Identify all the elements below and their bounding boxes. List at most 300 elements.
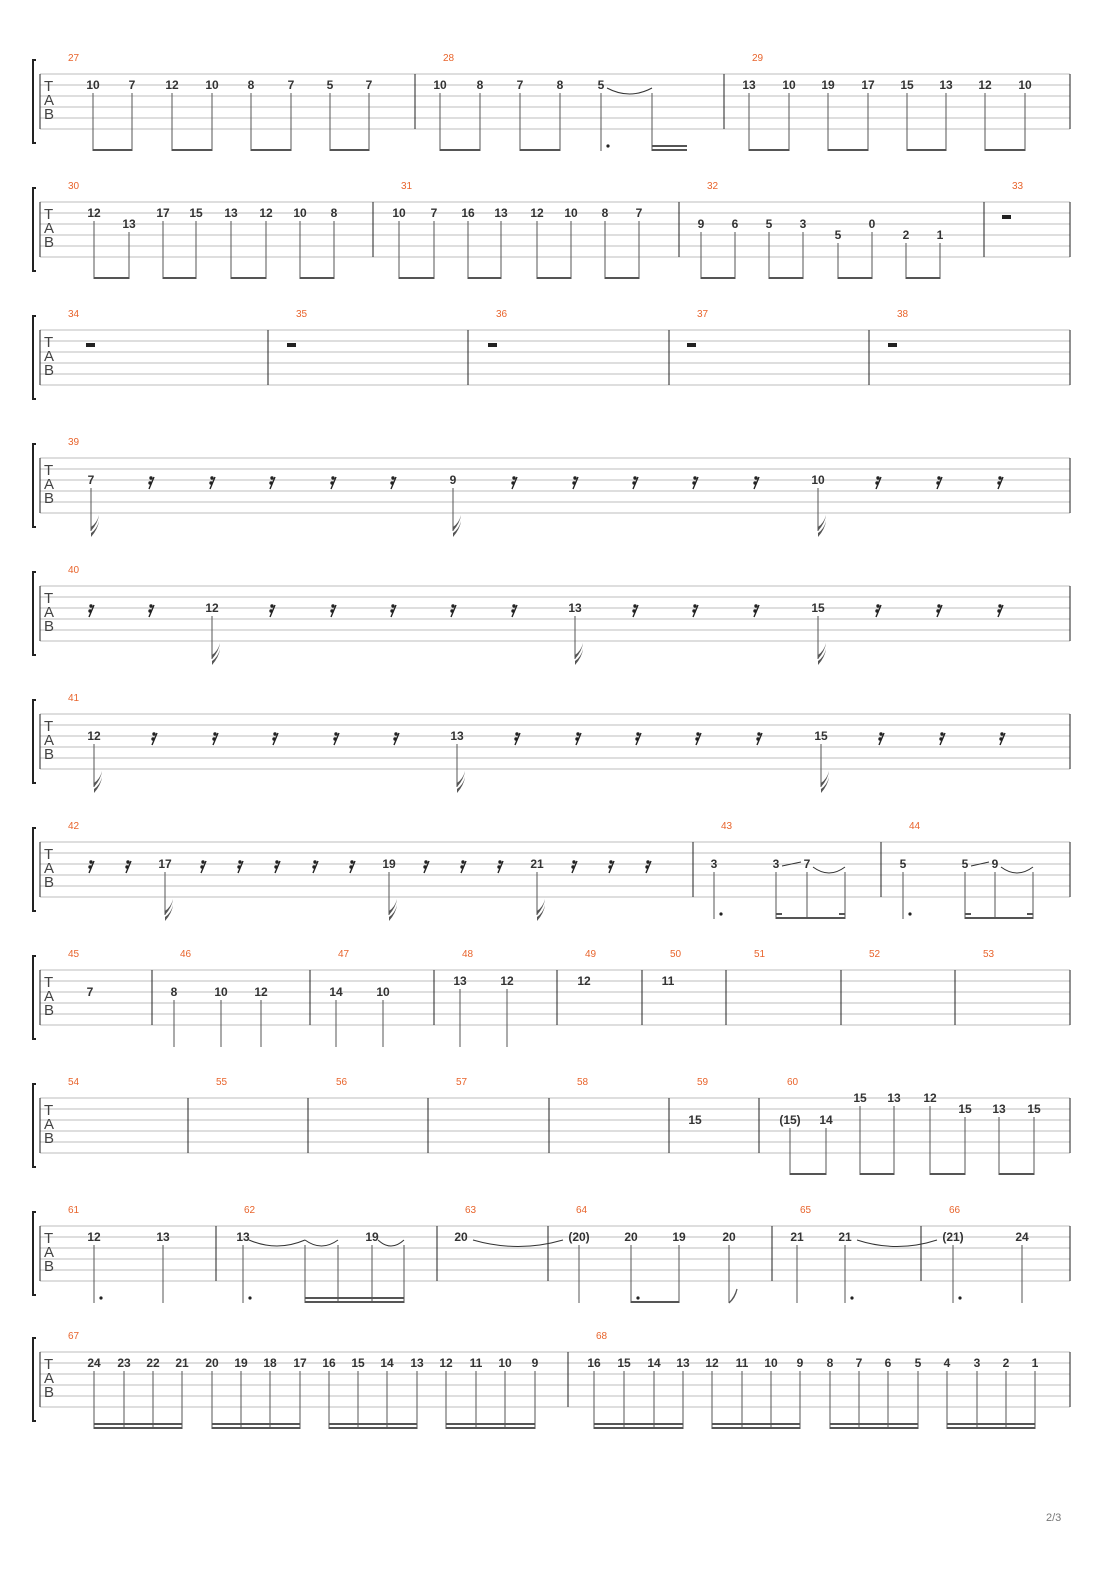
note-flag xyxy=(94,771,102,787)
tab-clef-letter: A xyxy=(44,1370,55,1387)
rest-dot xyxy=(152,732,155,735)
rest-dot xyxy=(210,476,213,479)
tab-clef-letter: B xyxy=(44,1384,55,1401)
rest-dot xyxy=(88,865,91,868)
fret-number: 11 xyxy=(469,1356,483,1370)
fret-number: 3 xyxy=(710,857,718,871)
fret-number: 11 xyxy=(735,1356,749,1370)
fret-number: 10 xyxy=(811,473,825,487)
rest-dot xyxy=(997,481,1000,484)
fret-number: 15 xyxy=(688,1113,702,1127)
beam xyxy=(701,277,735,279)
tab-clef-letter: T xyxy=(44,462,54,479)
fret-number: 24 xyxy=(1015,1230,1029,1244)
fret-number: 15 xyxy=(1027,1102,1041,1116)
rest-dot xyxy=(636,732,639,735)
measure-number: 62 xyxy=(244,1205,256,1216)
fret-number: 19 xyxy=(821,78,835,92)
rest-dot xyxy=(272,737,275,740)
tab-system xyxy=(33,53,1070,151)
measure-number: 58 xyxy=(577,1077,589,1088)
fret-number: 19 xyxy=(672,1230,686,1244)
rest-dot xyxy=(696,732,699,735)
fret-number: 21 xyxy=(838,1230,852,1244)
rest-dot xyxy=(126,860,129,863)
beam xyxy=(594,1423,683,1425)
rest-dot xyxy=(148,609,151,612)
beam xyxy=(399,277,434,279)
tie xyxy=(249,1240,305,1246)
rest-dot xyxy=(692,481,695,484)
system-bracket xyxy=(33,316,36,399)
beam xyxy=(828,149,868,151)
fret-number: 16 xyxy=(461,206,475,220)
rest-dot xyxy=(498,860,501,863)
rest-dot xyxy=(461,860,464,863)
rest-dot xyxy=(609,860,612,863)
system-bracket xyxy=(33,1212,36,1295)
fret-number: 15 xyxy=(814,729,828,743)
system-bracket xyxy=(33,828,36,911)
fret-number: 1 xyxy=(936,228,944,242)
fret-number: 15 xyxy=(900,78,914,92)
rest-dot xyxy=(936,481,939,484)
rest-dot xyxy=(999,737,1002,740)
fret-number: 15 xyxy=(958,1102,972,1116)
beam xyxy=(300,277,334,279)
fret-number: 2 xyxy=(902,228,910,242)
half-rest xyxy=(488,343,497,347)
rest-dot xyxy=(757,732,760,735)
fret-number: 13 xyxy=(939,78,953,92)
beam xyxy=(947,1423,1035,1425)
fret-number: 7 xyxy=(365,78,373,92)
rest-dot xyxy=(450,609,453,612)
tab-clef-letter: T xyxy=(44,974,54,991)
rest-dot xyxy=(633,604,636,607)
fret-number: 15 xyxy=(617,1356,631,1370)
note-flag xyxy=(165,899,173,915)
fret-number: 14 xyxy=(647,1356,661,1370)
system-bracket xyxy=(33,700,36,783)
fret-number: 17 xyxy=(156,206,170,220)
fret-number: 5 xyxy=(597,78,605,92)
rest-dot xyxy=(312,865,315,868)
rest-dot xyxy=(939,737,942,740)
rest-dot xyxy=(936,609,939,612)
fret-number: 17 xyxy=(158,857,172,871)
beam xyxy=(790,1173,826,1175)
rest-dot xyxy=(460,865,463,868)
fret-number: 19 xyxy=(234,1356,248,1370)
beam xyxy=(652,149,687,151)
rest-dot xyxy=(937,604,940,607)
fret-number: 10 xyxy=(392,206,406,220)
tab-system xyxy=(33,1205,1070,1303)
fret-number: 15 xyxy=(351,1356,365,1370)
beam xyxy=(712,1423,800,1425)
tab-clef-letter: T xyxy=(44,78,54,95)
measure-number: 52 xyxy=(869,949,881,960)
rest-dot xyxy=(269,481,272,484)
beam xyxy=(594,1427,683,1429)
tab-clef-letter: A xyxy=(44,732,55,749)
tab-clef-letter: T xyxy=(44,334,54,351)
beam xyxy=(537,277,571,279)
rest-dot xyxy=(451,604,454,607)
fret-number: 13 xyxy=(676,1356,690,1370)
rest-dot xyxy=(273,732,276,735)
fret-number: 7 xyxy=(287,78,295,92)
rest-dot xyxy=(391,476,394,479)
fret-number: 7 xyxy=(635,206,643,220)
fret-number: 14 xyxy=(380,1356,394,1370)
tab-clef-letter: T xyxy=(44,590,54,607)
fret-number: 5 xyxy=(765,217,773,231)
fret-number: 18 xyxy=(263,1356,277,1370)
measure-number: 56 xyxy=(336,1077,348,1088)
system-bracket xyxy=(33,572,36,655)
beam xyxy=(172,149,212,151)
measure-number: 59 xyxy=(697,1077,709,1088)
beam xyxy=(305,1301,404,1303)
beam xyxy=(94,1427,182,1429)
rest-dot xyxy=(313,860,316,863)
beam xyxy=(440,149,480,151)
note-flag xyxy=(818,643,826,659)
fret-number: 5 xyxy=(914,1356,922,1370)
rest-dot xyxy=(876,604,879,607)
note-flag xyxy=(537,899,545,915)
fret-number: 10 xyxy=(293,206,307,220)
measure-number: 63 xyxy=(465,1205,477,1216)
tab-clef-letter: T xyxy=(44,206,54,223)
note-flag xyxy=(818,515,826,531)
tie xyxy=(305,1240,338,1246)
fret-number: 10 xyxy=(498,1356,512,1370)
rest-dot xyxy=(148,481,151,484)
fret-number: 10 xyxy=(1018,78,1032,92)
fret-number: 5 xyxy=(326,78,334,92)
measure-number: 64 xyxy=(576,1205,588,1216)
rest-dot xyxy=(238,860,241,863)
system-bracket xyxy=(33,1338,36,1421)
dot xyxy=(850,1296,853,1299)
rest-dot xyxy=(394,732,397,735)
fret-number: 9 xyxy=(449,473,457,487)
beam xyxy=(830,1423,918,1425)
rest-dot xyxy=(274,865,277,868)
rest-dot xyxy=(998,476,1001,479)
rest-dot xyxy=(200,865,203,868)
measure-number: 33 xyxy=(1012,181,1024,192)
measure-number: 39 xyxy=(68,437,80,448)
rest-dot xyxy=(511,609,514,612)
fret-number: 6 xyxy=(731,217,739,231)
beam xyxy=(906,277,940,279)
beam xyxy=(94,277,129,279)
beam xyxy=(749,149,789,151)
rest-dot xyxy=(632,609,635,612)
fret-number: 5 xyxy=(834,228,842,242)
tab-clef-letter: A xyxy=(44,604,55,621)
fret-number: 9 xyxy=(796,1356,804,1370)
rest-dot xyxy=(275,860,278,863)
fret-number: 12 xyxy=(530,206,544,220)
fret-number: 13 xyxy=(236,1230,250,1244)
tab-clef-letter: A xyxy=(44,92,55,109)
measure-number: 32 xyxy=(707,181,719,192)
fret-number: 19 xyxy=(382,857,396,871)
fret-number: 13 xyxy=(224,206,238,220)
measure-number: 45 xyxy=(68,949,80,960)
fret-number: 13 xyxy=(742,78,756,92)
fret-number: (15) xyxy=(779,1113,801,1127)
tab-clef-letter: A xyxy=(44,860,55,877)
rest-dot xyxy=(632,481,635,484)
half-rest xyxy=(687,343,696,347)
measure-number: 29 xyxy=(752,53,764,64)
measure-number: 54 xyxy=(68,1077,80,1088)
rest-dot xyxy=(753,481,756,484)
dot xyxy=(636,1296,639,1299)
tab-system xyxy=(33,1077,1070,1175)
measure-number: 30 xyxy=(68,181,80,192)
beam-hook xyxy=(776,913,782,915)
measure-number: 67 xyxy=(68,1331,80,1342)
fret-number: 8 xyxy=(476,78,484,92)
note-flag xyxy=(91,515,99,531)
tab-clef-letter: B xyxy=(44,1258,55,1275)
rest-dot xyxy=(149,604,152,607)
fret-number: 12 xyxy=(165,78,179,92)
measure-number: 37 xyxy=(697,309,709,320)
fret-number: 12 xyxy=(923,1091,937,1105)
rest-dot xyxy=(754,604,757,607)
tab-clef-letter: T xyxy=(44,1102,54,1119)
fret-number: 8 xyxy=(330,206,338,220)
fret-number: 13 xyxy=(568,601,582,615)
fret-number: 15 xyxy=(811,601,825,615)
rest-dot xyxy=(270,476,273,479)
tab-clef-letter: B xyxy=(44,234,55,251)
tab-clef-letter: T xyxy=(44,718,54,735)
rest-dot xyxy=(390,481,393,484)
tab-system xyxy=(33,949,1070,1047)
page-number: 2/3 xyxy=(1046,1512,1062,1524)
fret-number: 12 xyxy=(205,601,219,615)
note-flag xyxy=(729,1289,737,1303)
measure-number: 43 xyxy=(721,821,733,832)
beam xyxy=(251,149,291,151)
fret-number: 12 xyxy=(439,1356,453,1370)
rest-dot xyxy=(512,476,515,479)
tab-clef-letter: A xyxy=(44,220,55,237)
fret-number: 4 xyxy=(943,1356,951,1370)
fret-number: 16 xyxy=(587,1356,601,1370)
fret-number: 14 xyxy=(329,985,343,999)
tab-clef-letter: B xyxy=(44,362,55,379)
measure-number: 61 xyxy=(68,1205,80,1216)
measure-number: 41 xyxy=(68,693,80,704)
tab-clef-letter: A xyxy=(44,988,55,1005)
system-bracket xyxy=(33,1084,36,1167)
fret-number: 20 xyxy=(205,1356,219,1370)
fret-number: 15 xyxy=(189,206,203,220)
fret-number: 10 xyxy=(433,78,447,92)
measure-number: 38 xyxy=(897,309,909,320)
beam xyxy=(652,145,687,147)
rest-dot xyxy=(695,737,698,740)
measure-number: 65 xyxy=(800,1205,812,1216)
fret-number: 7 xyxy=(128,78,136,92)
system-bracket xyxy=(33,188,36,271)
rest-dot xyxy=(269,609,272,612)
rest-dot xyxy=(151,737,154,740)
rest-dot xyxy=(754,476,757,479)
measure-number: 68 xyxy=(596,1331,608,1342)
rest-dot xyxy=(89,604,92,607)
fret-number: 21 xyxy=(790,1230,804,1244)
fret-number: 9 xyxy=(531,1356,539,1370)
note-flag xyxy=(575,643,583,659)
fret-number: 20 xyxy=(722,1230,736,1244)
rest-dot xyxy=(692,609,695,612)
rest-dot xyxy=(573,476,576,479)
tab-clef-letter: B xyxy=(44,1130,55,1147)
measure-number: 53 xyxy=(983,949,995,960)
fret-number: 9 xyxy=(991,857,999,871)
fret-number: 8 xyxy=(170,985,178,999)
measure-number: 47 xyxy=(338,949,350,960)
beam xyxy=(329,1423,417,1425)
dot xyxy=(908,912,911,915)
rest-dot xyxy=(333,737,336,740)
beam xyxy=(605,277,639,279)
tab-clef-letter: T xyxy=(44,846,54,863)
rest-dot xyxy=(213,732,216,735)
beam-hook xyxy=(839,913,845,915)
measure-number: 48 xyxy=(462,949,474,960)
rest-dot xyxy=(515,732,518,735)
rest-dot xyxy=(512,604,515,607)
fret-number: 7 xyxy=(803,857,811,871)
fret-number: 10 xyxy=(214,985,228,999)
tab-system xyxy=(33,565,1070,665)
rest-dot xyxy=(1000,732,1003,735)
fret-number: 21 xyxy=(530,857,544,871)
rest-dot xyxy=(576,732,579,735)
rest-dot xyxy=(753,609,756,612)
fret-number: 12 xyxy=(705,1356,719,1370)
tab-clef-letter: B xyxy=(44,490,55,507)
tab-system xyxy=(33,181,1070,279)
rest-dot xyxy=(331,604,334,607)
fret-number: 13 xyxy=(450,729,464,743)
measure-number: 51 xyxy=(754,949,766,960)
measure-number: 28 xyxy=(443,53,455,64)
tab-clef-letter: T xyxy=(44,1356,54,1373)
tab-clef-letter: B xyxy=(44,106,55,123)
rest-dot xyxy=(497,865,500,868)
beam xyxy=(860,1173,894,1175)
measure-number: 36 xyxy=(496,309,508,320)
tab-system xyxy=(33,1331,1070,1429)
rest-dot xyxy=(633,476,636,479)
rest-dot xyxy=(209,481,212,484)
rest-dot xyxy=(514,737,517,740)
fret-number: 13 xyxy=(494,206,508,220)
fret-number: 7 xyxy=(430,206,438,220)
fret-number: 24 xyxy=(87,1356,101,1370)
fret-number: 8 xyxy=(601,206,609,220)
fret-number: 12 xyxy=(254,985,268,999)
beam-hook xyxy=(965,913,971,915)
rest-dot xyxy=(125,865,128,868)
rest-dot xyxy=(693,476,696,479)
fret-number: 10 xyxy=(564,206,578,220)
rest-dot xyxy=(645,865,648,868)
fret-number: 15 xyxy=(853,1091,867,1105)
measure-number: 44 xyxy=(909,821,921,832)
rest-dot xyxy=(89,860,92,863)
fret-number: 3 xyxy=(973,1356,981,1370)
rest-dot xyxy=(575,737,578,740)
rest-dot xyxy=(270,604,273,607)
fret-number: 12 xyxy=(577,974,591,988)
fret-number: 7 xyxy=(516,78,524,92)
measure-number: 66 xyxy=(949,1205,961,1216)
fret-number: 12 xyxy=(87,729,101,743)
rest-dot xyxy=(330,481,333,484)
rest-dot xyxy=(349,865,352,868)
beam xyxy=(712,1427,800,1429)
note-flag xyxy=(212,643,220,659)
fret-number: 8 xyxy=(247,78,255,92)
rest-dot xyxy=(756,737,759,740)
fret-number: 12 xyxy=(87,206,101,220)
measure-number: 31 xyxy=(401,181,413,192)
note-flag xyxy=(457,771,465,787)
fret-number: 0 xyxy=(868,217,876,231)
rest-dot xyxy=(879,732,882,735)
dot xyxy=(248,1296,251,1299)
fret-number: (20) xyxy=(568,1230,590,1244)
measure-number: 50 xyxy=(670,949,682,960)
beam xyxy=(776,917,845,919)
tie xyxy=(473,1240,563,1247)
rest-dot xyxy=(390,609,393,612)
fret-number: 9 xyxy=(697,217,705,231)
beam xyxy=(468,277,501,279)
beam xyxy=(212,1427,300,1429)
dot xyxy=(958,1296,961,1299)
beam-hook xyxy=(1027,913,1033,915)
measure-number: 40 xyxy=(68,565,80,576)
beam xyxy=(446,1423,535,1425)
fret-number: 17 xyxy=(293,1356,307,1370)
tie xyxy=(607,88,652,94)
rest-dot xyxy=(393,737,396,740)
fret-number: 12 xyxy=(259,206,273,220)
beam xyxy=(907,149,946,151)
fret-number: 13 xyxy=(410,1356,424,1370)
measure-number: 57 xyxy=(456,1077,468,1088)
beam xyxy=(305,1297,404,1299)
fret-number: 8 xyxy=(556,78,564,92)
measure-number: 35 xyxy=(296,309,308,320)
fret-number: 12 xyxy=(500,974,514,988)
